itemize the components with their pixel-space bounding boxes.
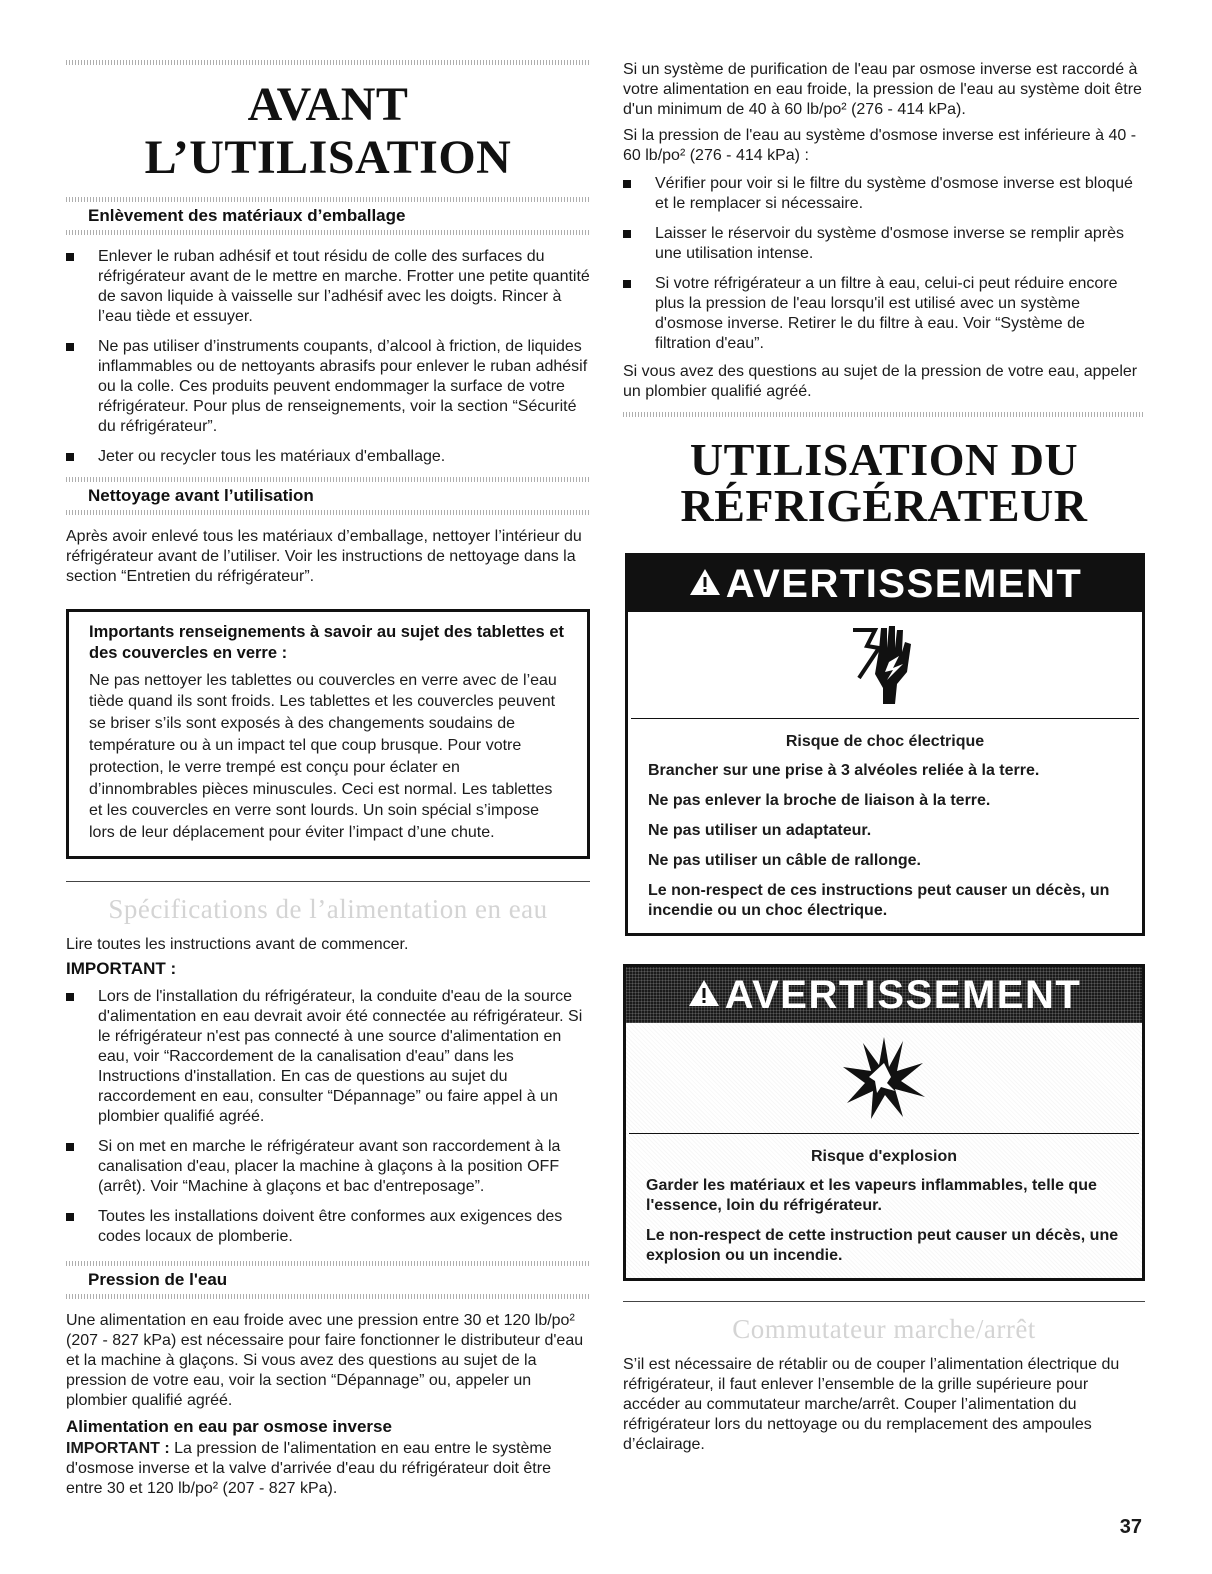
warning-header-text: AVERTISSEMENT (725, 562, 1083, 606)
osmosis-important (66, 1439, 590, 1499)
divider (66, 510, 590, 515)
warning-header (626, 967, 1142, 1023)
list-item: Jeter ou recycler tous les matériaux d'emballage. (66, 447, 590, 467)
important-label: IMPORTANT : (66, 1439, 170, 1457)
water-supply-list (66, 987, 590, 1247)
cleaning-text: Après avoir enlevé tous les matériaux d’emballage, nettoyer l’intérieur du réfrigérateur avant de l’utiliser. Voir les instructions de nettoyage dans la section “Entretien du réfrigérateur”. (66, 527, 582, 585)
warning-title: Risque de choc électrique (785, 733, 985, 750)
osmosis-paragraph-2: Si la pression de l'eau au système d'osmose inverse est inférieure à 40 - 60 lb/po² (276 - 414 kPa) : (623, 127, 1137, 164)
section-title-block (623, 434, 1145, 531)
osmosis-paragraph-3: Si vous avez des questions au sujet de la pression de votre eau, appeler un plombier qualifié agréé. (623, 363, 1138, 400)
warning-title: Risque d'explosion (810, 1148, 958, 1165)
osmosis-subheading: Alimentation en eau par osmose inverse (66, 1416, 392, 1436)
warning-explosion (623, 964, 1145, 1281)
warning-line: Garder les matériaux et les vapeurs inflammables, telle que l'essence, loin du réfrigérateur. (646, 1177, 1097, 1214)
divider (66, 60, 590, 65)
glass-shelves-notice (66, 609, 590, 859)
list-item: Lors de l'installation du réfrigérateur, la conduite d'eau de la source d'alimentation en eau devrait avoir été connectée au réfrigérateur. Si le réfrigérateur n'est pas connecté à une source d'alimentation en eau, voir “Raccordement de la canalisation d'eau” dans les Instructions d'installation. En cas de questions au sujet du raccordement en eau, consulter “Dépannage” ou faire appel à un plombier qualifié agréé. (66, 987, 590, 1127)
warning-line: Ne pas enlever la broche de liaison à la terre. (648, 792, 991, 809)
warning-line: Le non-respect de ces instructions peut causer un décès, un incendie ou un choc électrique. (648, 882, 1110, 919)
divider (66, 1294, 590, 1299)
pressure-text: Une alimentation en eau froide avec une pression entre 30 et 120 lb/po² (207 - 827 kPa) est nécessaire pour faire fonctionner le distributeur d'eau et la machine à glaçons. Si vous avez des questions au sujet de la pression de votre eau, voir la section “Dépannage” ou, appeler un plombier qualifié agréé. (66, 1311, 584, 1409)
osmosis-important-text: La pression de l'alimentation en eau entre le système d'osmose inverse et la valve d'arrivée d'eau du réfrigérateur doit être entre 30 et 120 lb/po² (207 - 827 kPa). (66, 1439, 552, 1497)
osmosis-list (623, 174, 1145, 354)
section-heading-packing: Enlèvement des matériaux d’emballage (88, 205, 406, 225)
divider (623, 1301, 1145, 1302)
section-heading-pressure: Pression de l'eau (88, 1269, 228, 1289)
divider (66, 881, 590, 882)
notice-text: Ne pas nettoyer les tablettes ou couvercles en verre avec de l’eau tiède quand ils sont froids. Les tablettes et les couvercles peuvent se briser s’ils sont exposés à des changements soudains de température ou à un impact tel que coup brusque. Pour votre protection, le verre trempé est conçu pour éclater en d’innombrables pièces minuscules. Ceci est normal. Les tablettes et les couvercles en verre sont lourds. Un soin spécial s’impose lors de leur déplacement pour éviter l’impact d’une chute. (89, 671, 557, 842)
section-heading-water-supply: Spécifications de l’alimentation en eau (108, 893, 548, 924)
switch-text: S’il est nécessaire de rétablir ou de couper l’alimentation électrique du réfrigérateur, il faut enlever l’ensemble de la grille supérieure pour accéder au commutateur marche/arrêt. Couper l’alimentation du réfrigérateur lors du nettoyage ou du remplacement des ampoules d’éclairage. (623, 1356, 1120, 1453)
warning-line: Le non-respect de cette instruction peut causer un décès, une explosion ou un incendie. (646, 1227, 1119, 1264)
notice-title: Importants renseignements à savoir au sujet des tablettes et des couvercles en verre : (89, 622, 564, 662)
divider (66, 477, 590, 482)
list-item: Vérifier pour voir si le filtre du système d'osmose inverse est bloqué et le remplacer si nécessaire. (623, 174, 1145, 214)
explosion-icon (629, 1023, 1139, 1134)
important-label: IMPORTANT : (66, 958, 177, 978)
packing-list (66, 247, 590, 467)
warning-triangle-icon (687, 967, 721, 1023)
warning-triangle-icon (688, 556, 722, 612)
divider (66, 197, 590, 202)
section-heading-switch: Commutateur marche/arrêt (732, 1314, 1036, 1344)
section-heading-cleaning: Nettoyage avant l’utilisation (88, 485, 314, 505)
osmosis-paragraph-1: Si un système de purification de l'eau par osmose inverse est raccordé à votre alimentation en eau froide, la pression de l'eau au système doit être d'un minimum de 40 à 60 lb/po² (276 - 414 kPa). (623, 61, 1142, 118)
warning-line: Ne pas utiliser un adaptateur. (648, 822, 872, 839)
section-title-line1: UTILISATION DU (689, 434, 1079, 485)
section-title-line2: RÉFRIGÉRATEUR (680, 480, 1088, 531)
warning-line: Brancher sur une prise à 3 alvéoles reliée à la terre. (648, 762, 1040, 779)
warning-body (628, 719, 1142, 933)
list-item: Laisser le réservoir du système d'osmose inverse se remplir après une utilisation intense. (623, 224, 1145, 264)
warning-header-text: AVERTISSEMENT (724, 973, 1082, 1017)
list-item: Enlever le ruban adhésif et tout résidu de colle des surfaces du réfrigérateur avant de le mettre en marche. Frotter une petite quantité de savon liquide à vaisselle sur l’adhésif avec les doigts. Rincer à l’eau tiède et essuyer. (66, 247, 590, 327)
left-column (66, 60, 590, 1499)
water-intro: Lire toutes les instructions avant de commencer. (66, 935, 409, 953)
list-item: Ne pas utiliser d’instruments coupants, d’alcool à friction, de liquides inflammables ou de nettoyants abrasifs pour enlever le ruban adhésif ou la colle. Ces produits peuvent endommager la surface de votre réfrigérateur. Pour plus de renseignements, voir la section “Sécurité du réfrigérateur”. (66, 337, 590, 437)
list-item: Toutes les installations doivent être conformes aux exigences des codes locaux de plomberie. (66, 1207, 590, 1247)
divider (623, 412, 1145, 417)
electric-shock-icon (631, 612, 1139, 719)
page-title: AVANT L’UTILISATION (144, 78, 512, 184)
divider (66, 230, 590, 235)
divider (66, 1261, 590, 1266)
list-item: Si on met en marche le réfrigérateur avant son raccordement à la canalisation d'eau, placer la machine à glaçons à la position OFF (arrêt). Voir “Machine à glaçons et bac d'entreposage”. (66, 1137, 590, 1197)
warning-header (628, 556, 1142, 612)
right-column (623, 60, 1145, 1455)
warning-body (626, 1134, 1142, 1278)
warning-line: Ne pas utiliser un câble de rallonge. (648, 852, 921, 869)
page-number: 37 (1119, 1516, 1142, 1538)
warning-electric-shock (625, 553, 1145, 936)
list-item: Si votre réfrigérateur a un filtre à eau, celui-ci peut réduire encore plus la pression de l'eau lorsqu'il est utilisé avec un système d'osmose inverse. Retirer le du filtre à eau. Voir “Système de filtration d'eau”. (623, 274, 1145, 354)
